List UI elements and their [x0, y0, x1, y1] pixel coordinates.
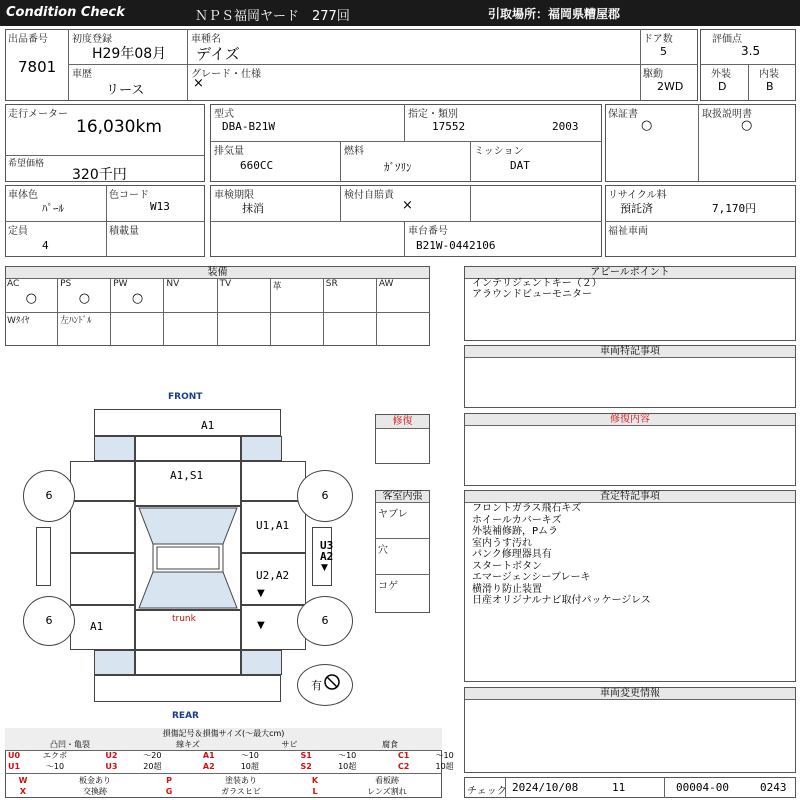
check-date: 2024/10/08: [512, 781, 579, 794]
legend-code: U0: [7, 751, 21, 760]
equipment-cell: [111, 312, 164, 346]
front-right-lamp: [241, 436, 282, 461]
check-code: 00004-00: [676, 781, 729, 794]
left-front-fender: [70, 461, 135, 501]
ext-label: 外装: [711, 69, 731, 80]
color-label: 車体色: [8, 190, 38, 201]
legend-code: A2: [202, 762, 215, 771]
hood: [135, 436, 241, 461]
equipment-cell: [58, 279, 111, 312]
legend-code: K: [311, 776, 319, 785]
doors-label: ドア数: [643, 34, 673, 45]
inspection-notes-title: 査定特記事項: [465, 491, 795, 503]
first-reg-label: 初度登録: [72, 34, 112, 45]
spare-icon: [324, 674, 340, 690]
warranty-value: ○: [641, 118, 653, 133]
mission-label: ミッション: [474, 146, 524, 157]
marker-pin-icon: ▼: [257, 620, 265, 631]
marker-pin-icon: ▼: [321, 563, 328, 573]
front-bumper: [94, 409, 281, 436]
tire-front-left: 6: [23, 470, 75, 522]
car-name-value: デイズ: [196, 45, 240, 63]
legend-code: U1: [7, 762, 21, 771]
auction-name: ＮＰＳ福岡ヤード 277回: [195, 9, 350, 24]
legend-group: 線キズ: [135, 739, 241, 751]
inspection-note: 室内うす汚れ: [472, 537, 532, 549]
inspection-value: 抹消: [242, 202, 264, 215]
repair-content-title: 修復内容: [465, 414, 795, 426]
designation-value: 17552: [432, 120, 466, 133]
legend-desc: 20超: [143, 762, 162, 771]
check-label: チェック: [467, 786, 507, 797]
insurance-label: 検付自賠責: [344, 190, 394, 201]
interior-burn: コゲ: [378, 581, 398, 592]
equipment-label: SR: [325, 279, 338, 289]
legend-desc: 塗装あり: [225, 776, 257, 785]
chassis-label: 車台番号: [408, 226, 448, 237]
marker-pin-icon: ▼: [257, 588, 265, 599]
bonnet: [135, 461, 241, 506]
legend-code: S2: [300, 762, 312, 771]
legend-desc: 10超: [338, 762, 357, 771]
legend-group: サビ: [241, 739, 338, 751]
interior-title: 客室内張: [376, 491, 429, 503]
equipment-cell: [271, 312, 324, 346]
inspection-label: 車検期限: [214, 190, 254, 201]
equipment-cell: [58, 312, 111, 346]
legend-code: G: [165, 787, 173, 796]
equipment-label: NV: [166, 279, 180, 289]
legend-desc: 板金あり: [79, 776, 111, 785]
legend-group: 腐食: [338, 739, 442, 751]
grade-label: グレード・仕様: [191, 69, 261, 80]
equipment-label: PW: [113, 279, 128, 289]
model-label: 型式: [214, 109, 234, 120]
tire-rear-right: 6: [297, 596, 353, 646]
capacity-value: 4: [42, 239, 49, 252]
tire-front-right: 6: [297, 470, 353, 522]
legend-code: A1: [202, 751, 215, 760]
legend-desc: ～10: [338, 751, 357, 760]
right-rear-quarter: [241, 605, 306, 650]
appeal-line: インテリジェントキー（２）: [472, 278, 602, 289]
rear-bumper: [94, 675, 281, 702]
chassis-value: B21W-0442106: [416, 239, 496, 252]
inspection-note: スタートボタン: [472, 560, 542, 572]
equipment-label: AW: [378, 279, 394, 289]
lot-label: 出品番号: [8, 34, 48, 45]
grade-value: ×: [193, 76, 204, 91]
spare-label: 有: [311, 679, 322, 692]
drive-label: 駆動: [643, 69, 663, 80]
int-value: B: [766, 80, 774, 93]
tire-rear-left: 6: [23, 596, 75, 646]
load-label: 積載量: [109, 226, 139, 237]
doors-value: 5: [660, 45, 667, 58]
legend-group: 凸凹・亀裂: [5, 739, 135, 751]
price-label: 希望価格: [8, 159, 45, 169]
score-value: 3.5: [741, 44, 761, 58]
color-code-value: W13: [150, 200, 170, 213]
appeal-title: アピールポイント: [465, 267, 795, 279]
check-page: 0243: [760, 781, 787, 794]
special-notes-title: 車両特記事項: [465, 346, 795, 358]
legend-desc: 看板跡: [375, 776, 399, 785]
equipment-cell: [377, 279, 430, 312]
legend-desc: 10超: [240, 762, 259, 771]
legend-desc: 交換跡: [83, 787, 107, 796]
displacement-value: 660CC: [240, 159, 274, 172]
form-title: Condition Check: [6, 5, 125, 20]
legend-code: U3: [105, 762, 118, 771]
first-reg-value: H29年08月: [92, 46, 167, 62]
inspection-note: ホイールカバーキズ: [472, 514, 562, 526]
fuel-value: ｶﾞｿﾘﾝ: [384, 161, 412, 174]
mark-right-rear-door: U2,A2: [256, 569, 290, 582]
price-value: 320千円: [72, 167, 127, 183]
legend-code: L: [312, 787, 318, 796]
manual-value: ○: [741, 118, 753, 133]
front-left-lamp: [94, 436, 135, 461]
mileage-value: 16,030km: [76, 117, 162, 137]
rear-gate: [135, 650, 241, 675]
equipment-label: Wﾀｲﾔ: [7, 316, 30, 326]
equipment-label: 左ﾊﾝﾄﾞﾙ: [60, 316, 92, 326]
equipment-label: PS: [60, 279, 72, 289]
legend-desc: ガラスヒビ: [221, 787, 261, 796]
insurance-value: ×: [402, 198, 413, 213]
left-front-door: [70, 501, 135, 553]
header-bar: [0, 0, 800, 26]
legend-desc: ～10: [435, 751, 454, 760]
equipment-title: 装備: [6, 267, 429, 279]
capacity-label: 定員: [8, 226, 28, 237]
equipment-cell: [5, 279, 58, 312]
lot-number: 7801: [18, 58, 57, 76]
displacement-label: 排気量: [214, 146, 244, 157]
equipment-cell: [218, 312, 271, 346]
equipment-cell: [164, 279, 217, 312]
warranty-label: 保証書: [608, 109, 638, 120]
equipment-value: ○: [25, 291, 37, 306]
legend-code: X: [19, 787, 27, 796]
legend-code: P: [166, 776, 172, 785]
fuel-label: 燃料: [344, 146, 364, 157]
drive-value: 2WD: [657, 80, 684, 93]
inspection-note: 外装補修跡，Pムラ: [472, 526, 559, 537]
repair-title: 修復: [376, 415, 429, 429]
inspection-note: パンク修理器具有: [472, 549, 552, 560]
legend-code: S1: [300, 751, 312, 760]
left-step: [36, 527, 51, 586]
inspection-note: 横滑り防止装置: [472, 583, 542, 595]
mark-right-front-door: U1,A1: [256, 519, 290, 532]
equipment-cell: [271, 279, 324, 312]
legend-code: W: [18, 776, 28, 785]
legend-code: U2: [105, 751, 118, 760]
rear-left-lamp: [94, 650, 135, 675]
interior-tear: ヤブレ: [378, 509, 408, 520]
equipment-label: TV: [219, 279, 232, 289]
mileage-label: 走行メーター: [8, 109, 68, 120]
equipment-grid: [5, 279, 430, 346]
cabin-glass: [135, 506, 241, 610]
mark-roof-front: A1,S1: [170, 469, 204, 482]
equipment-cell: [324, 312, 377, 346]
int-label: 内装: [759, 69, 779, 80]
left-rear-door: [70, 553, 135, 605]
legend-desc: ～10: [240, 751, 259, 760]
equipment-cell: [164, 312, 217, 346]
equipment-label: 革: [272, 282, 282, 292]
recycle-status: 預託済: [620, 202, 653, 215]
score-label: 評価点: [712, 34, 742, 45]
check-number: 11: [612, 781, 626, 794]
manual-label: 取扱説明書: [702, 109, 752, 120]
history-value: リース: [106, 83, 145, 98]
equipment-value: ○: [131, 291, 144, 306]
equipment-cell: [377, 312, 430, 346]
ext-value: D: [718, 80, 727, 93]
model-value: DBA-B21W: [222, 120, 275, 133]
front-label: FRONT: [168, 392, 203, 402]
trunk-label: trunk: [172, 614, 196, 624]
legend-desc: 10超: [435, 762, 454, 771]
appeal-line: アラウンドビューモニター: [472, 289, 592, 300]
class-value: 2003: [552, 120, 579, 133]
welfare-label: 福祉車両: [608, 226, 648, 237]
legend-table: [5, 728, 454, 798]
legend-desc: ～20: [143, 751, 162, 760]
mark-rear-left: A1: [90, 620, 104, 633]
interior-hole: 穴: [378, 545, 388, 556]
history-label: 車歴: [72, 69, 92, 80]
change-info-title: 車両変更情報: [465, 688, 795, 700]
legend-desc: エクボ: [43, 751, 67, 760]
legend-code: C1: [397, 751, 410, 760]
inspection-note: フロントガラス飛石キズ: [472, 503, 582, 514]
equipment-cell: [324, 279, 377, 312]
equipment-label: AC: [7, 279, 20, 289]
recycle-fee: 7,170円: [712, 202, 757, 215]
equipment-cell: [111, 279, 164, 312]
legend-desc: ～10: [45, 762, 65, 771]
equipment-cell: [5, 312, 58, 346]
legend-desc: レンズ割れ: [367, 787, 407, 796]
equipment-value: ○: [78, 291, 91, 306]
color-code-label: 色コード: [109, 190, 149, 201]
mark-right-side: U3 A2: [320, 539, 334, 563]
inspection-note: エマージェンシーブレーキ: [472, 572, 591, 583]
legend-title: 損傷記号＆損傷サイズ(～最大cm): [5, 728, 442, 740]
mark-hood: A1: [201, 419, 215, 432]
inspection-note: 日産オリジナルナビ取付パッケージレス: [472, 595, 651, 606]
recycle-label: リサイクル料: [608, 190, 667, 201]
rear-right-lamp: [241, 650, 282, 675]
color-value: ﾊﾟｰﾙ: [42, 202, 64, 215]
designation-label: 指定・類別: [408, 109, 458, 120]
inspection-notes-list: [472, 503, 651, 607]
car-name-label: 車種名: [191, 34, 221, 45]
rear-label: REAR: [172, 711, 199, 721]
legend-code: C2: [397, 762, 410, 771]
pickup-location: 引取場所：福岡県糟屋郡: [488, 7, 621, 21]
mission-value: DAT: [510, 159, 530, 172]
equipment-cell: [218, 279, 271, 312]
